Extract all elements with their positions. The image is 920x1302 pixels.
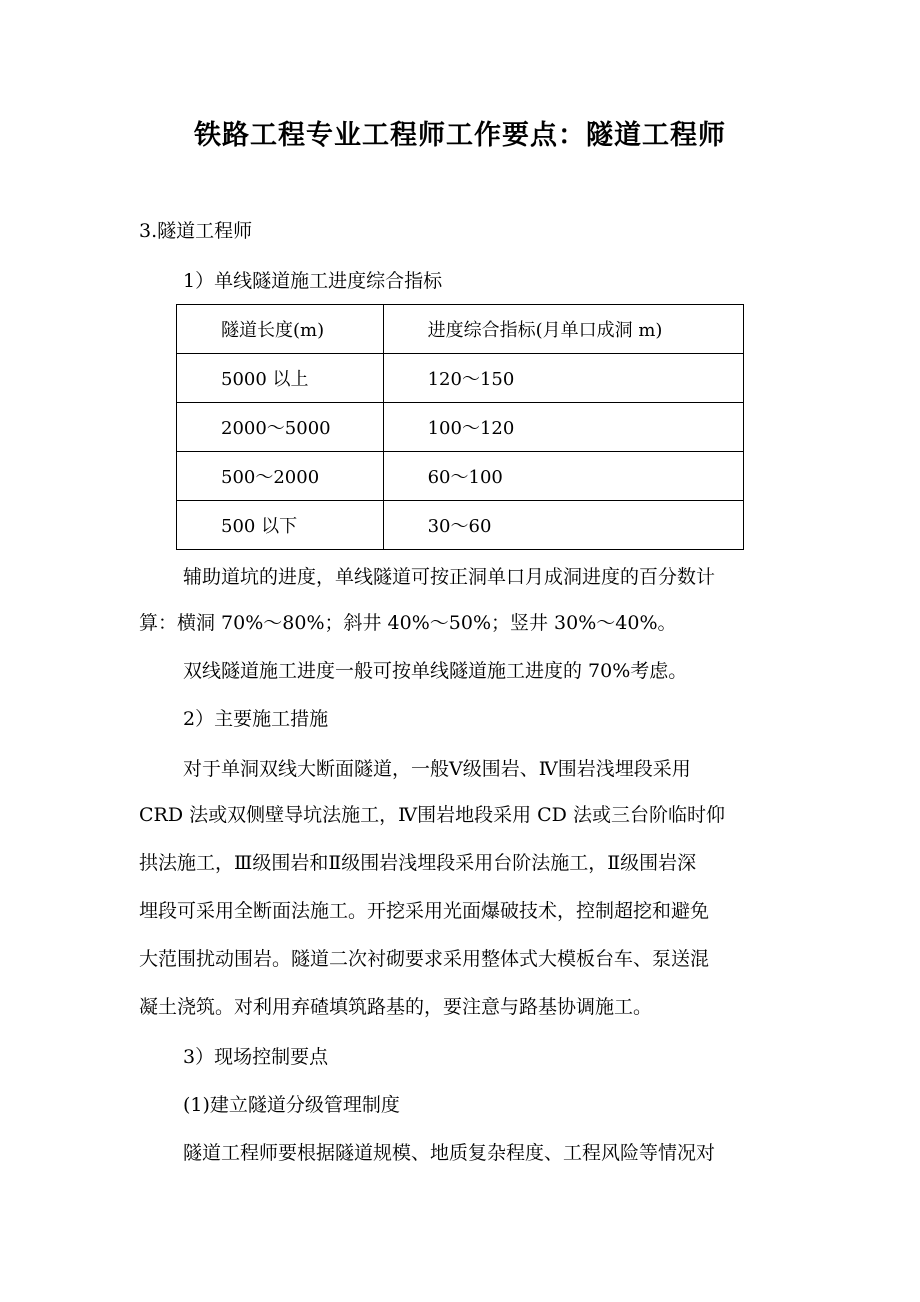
- progress-indicator-table: [176, 304, 744, 550]
- paragraph-line: 辅助道坑的进度，单线隧道可按正洞单口月成洞进度的百分数计: [183, 566, 716, 588]
- paragraph-line: 对于单洞双线大断面隧道，一般Ⅴ级围岩、Ⅳ围岩浅埋段采用: [183, 758, 691, 780]
- table-cell: 5000 以上: [177, 354, 384, 403]
- paragraph-line: 算：横洞 70%～80%；斜井 40%～50%；竖井 30%～40%。: [139, 612, 677, 634]
- paragraph-line: 拱法施工，Ⅲ级围岩和Ⅱ级围岩浅埋段采用台阶法施工，Ⅱ级围岩深: [139, 852, 697, 874]
- list-item: (1)建立隧道分级管理制度: [183, 1094, 400, 1116]
- page-title: 铁路工程专业工程师工作要点：隧道工程师: [194, 120, 726, 151]
- section-heading: 3.隧道工程师: [139, 220, 253, 242]
- table-row: [177, 452, 744, 501]
- paragraph-line: 隧道工程师要根据隧道规模、地质复杂程度、工程风险等情况对: [183, 1142, 716, 1164]
- subsection-heading-1: 1）单线隧道施工进度综合指标: [183, 270, 443, 292]
- table-cell: 120～150: [383, 354, 743, 403]
- paragraph: 双线隧道施工进度一般可按单线隧道施工进度的 70%考虑。: [183, 660, 688, 682]
- table-cell: 60～100: [383, 452, 743, 501]
- table-cell: 100～120: [383, 403, 743, 452]
- subsection-heading-3: 3）现场控制要点: [183, 1046, 329, 1068]
- paragraph-line: 大范围扰动围岩。隧道二次衬砌要求采用整体式大模板台车、泵送混: [139, 948, 710, 970]
- paragraph-line: CRD 法或双侧壁导坑法施工，Ⅳ围岩地段采用 CD 法或三台阶临时仰: [139, 804, 725, 826]
- table-cell: 30～60: [383, 501, 743, 550]
- table-row: [177, 354, 744, 403]
- table-cell: 500～2000: [177, 452, 384, 501]
- table-header-cell: 进度综合指标(月单口成洞 m): [383, 305, 743, 354]
- table-cell: 2000～5000: [177, 403, 384, 452]
- paragraph-line: 凝土浇筑。对利用弃碴填筑路基的，要注意与路基协调施工。: [139, 996, 653, 1018]
- table-header-cell: 隧道长度(m): [177, 305, 384, 354]
- table-row: [177, 501, 744, 550]
- table-row: [177, 403, 744, 452]
- paragraph-line: 埋段可采用全断面法施工。开挖采用光面爆破技术，控制超挖和避免: [139, 900, 710, 922]
- table-cell: 500 以下: [177, 501, 384, 550]
- subsection-heading-2: 2）主要施工措施: [183, 708, 329, 730]
- table-header-row: [177, 305, 744, 354]
